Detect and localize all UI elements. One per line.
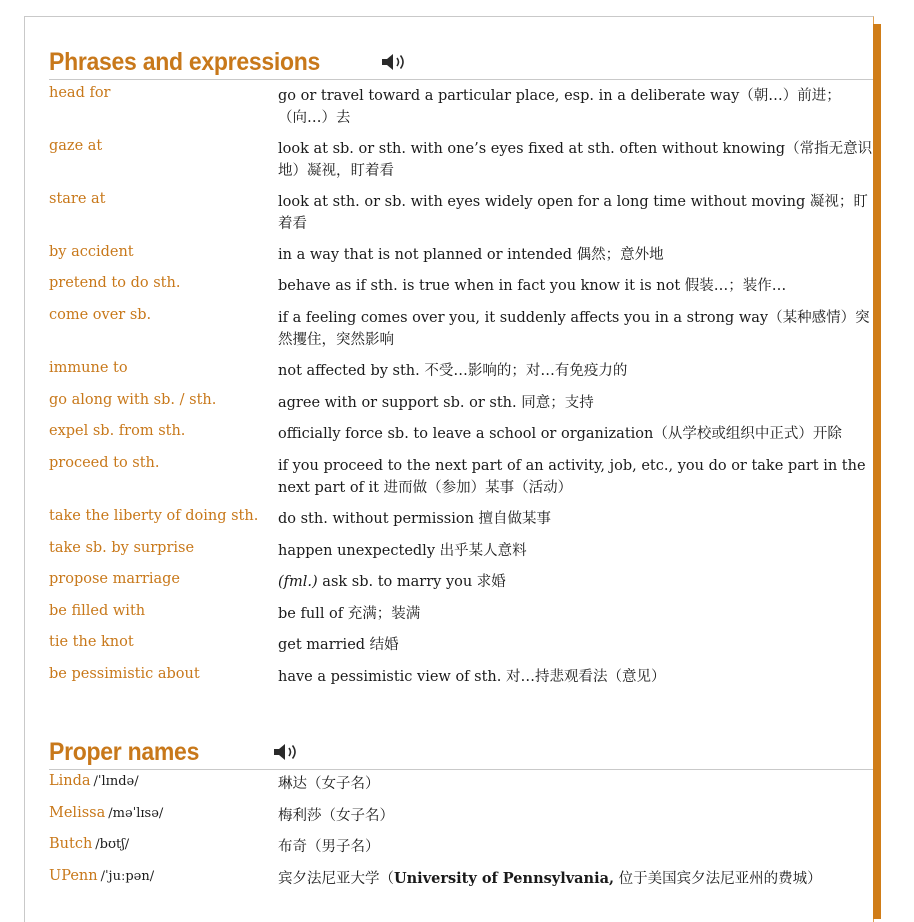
phrase-term: be pessimistic about [49,666,200,682]
phrase-definition: officially force sb. to leave a school or organization（从学校或组织中正式）开除 [278,426,842,442]
phrase-term: go along with sb. / sth. [49,392,217,408]
proper-name: UPenn [49,868,98,884]
list-item [49,307,875,360]
name-definition: 梅利莎（女子名） [278,808,394,824]
phrase-term: propose marriage [49,571,180,587]
phrase-definition: happen unexpectedly 出乎某人意料 [278,543,527,559]
list-item [49,455,875,508]
name-term [49,836,274,852]
phrase-term: expel sb. from sth. [49,423,186,439]
speaker-icon[interactable] [379,51,413,73]
phrase-definition: not affected by sth. 不受…影响的；对…有免疫力的 [278,363,628,379]
phrase-definition: look at sb. or sth. with one’s eyes fixed at sth. often without knowing（常指无意识地）凝视，盯着看 [278,141,873,179]
list-item [49,540,875,571]
list-item [49,634,875,666]
vocabulary-page [24,16,874,922]
phrase-term: take sb. by surprise [49,540,195,556]
phrase-definition: be full of 充满；装满 [278,606,421,622]
phrase-definition: in a way that is not planned or intended 偶然；意外地 [278,247,664,263]
phrase-definition: look at sth. or sb. with eyes widely open for a long time without moving 凝视；盯着看 [278,194,868,232]
phrase-term: come over sb. [49,307,152,323]
definition-text: ask sb. to marry you 求婚 [317,574,506,590]
list-item [49,138,875,191]
proper-name: Linda [49,773,91,789]
phrase-term: take the liberty of doing sth. [49,508,259,524]
phrase-definition: if you proceed to the next part of an activity, job, etc., you do or take part in the next part of it 进而做（参加）某事（活动） [278,458,866,496]
definition-text: 位于美国宾夕法尼亚州的费城） [614,871,822,887]
phrase-definition: if a feeling comes over you, it suddenly affects you in a strong way（某种感情）突然攫住，突然影响 [278,310,870,348]
list-item [49,603,875,634]
list-item [49,191,875,244]
list-item [49,773,875,805]
proper-names-heading: Proper names [49,738,200,766]
phrase-definition: behave as if sth. is true when in fact you know it is not 假装…；装作… [278,278,787,294]
list-item [49,666,875,697]
name-definition [278,868,875,890]
definition-bold-text: University of Pennsylvania, [394,870,615,887]
phrases-section-header [49,43,875,80]
phrase-term: immune to [49,360,128,376]
proper-name: Butch [49,836,93,852]
phrase-term: be filled with [49,603,146,619]
phrase-term: by accident [49,244,134,260]
phrase-definition: agree with or support sb. or sth. 同意；支持 [278,395,594,411]
phrase-term: stare at [49,191,106,207]
page-edge-bar [873,24,881,919]
list-item [49,571,875,603]
list-item [49,508,875,540]
pronunciation: /bʊtʃ/ [95,837,130,852]
phrase-definition: do sth. without permission 擅自做某事 [278,511,552,527]
list-item [49,805,875,836]
name-definition: 布奇（男子名） [278,839,380,855]
speaker-icon[interactable] [271,741,305,763]
name-definition: 琳达（女子名） [278,776,380,792]
phrase-definition: go or travel toward a particular place, esp. in a deliberate way（朝…）前进；（向…）去 [278,88,841,126]
phrase-definition [278,571,875,593]
phrase-definition: have a pessimistic view of sth. 对…持悲观看法（意见） [278,669,666,685]
pronunciation: /ˈlɪndə/ [93,774,139,789]
name-term [49,773,274,789]
list-item [49,423,875,455]
phrase-term: head for [49,85,111,101]
phrase-term: gaze at [49,138,103,154]
name-term [49,805,274,821]
list-item [49,244,875,275]
register-label: (fml.) [278,574,318,590]
phrase-term: proceed to sth. [49,455,160,471]
phrase-term: pretend to do sth. [49,275,181,291]
list-item [49,836,875,868]
pronunciation: /ˈjuːpən/ [100,869,155,884]
phrase-definition: get married 结婚 [278,637,399,653]
pronunciation: /məˈlɪsə/ [108,806,164,821]
list-item [49,85,875,138]
list-item [49,868,875,899]
phrases-heading: Phrases and expressions [49,48,321,76]
list-item [49,275,875,307]
proper-name: Melissa [49,805,106,821]
name-term [49,868,274,884]
definition-text: 宾夕法尼亚大学（ [278,871,394,887]
proper-names-section-header [49,733,875,770]
list-item [49,392,875,423]
list-item [49,360,875,392]
phrase-term: tie the knot [49,634,134,650]
